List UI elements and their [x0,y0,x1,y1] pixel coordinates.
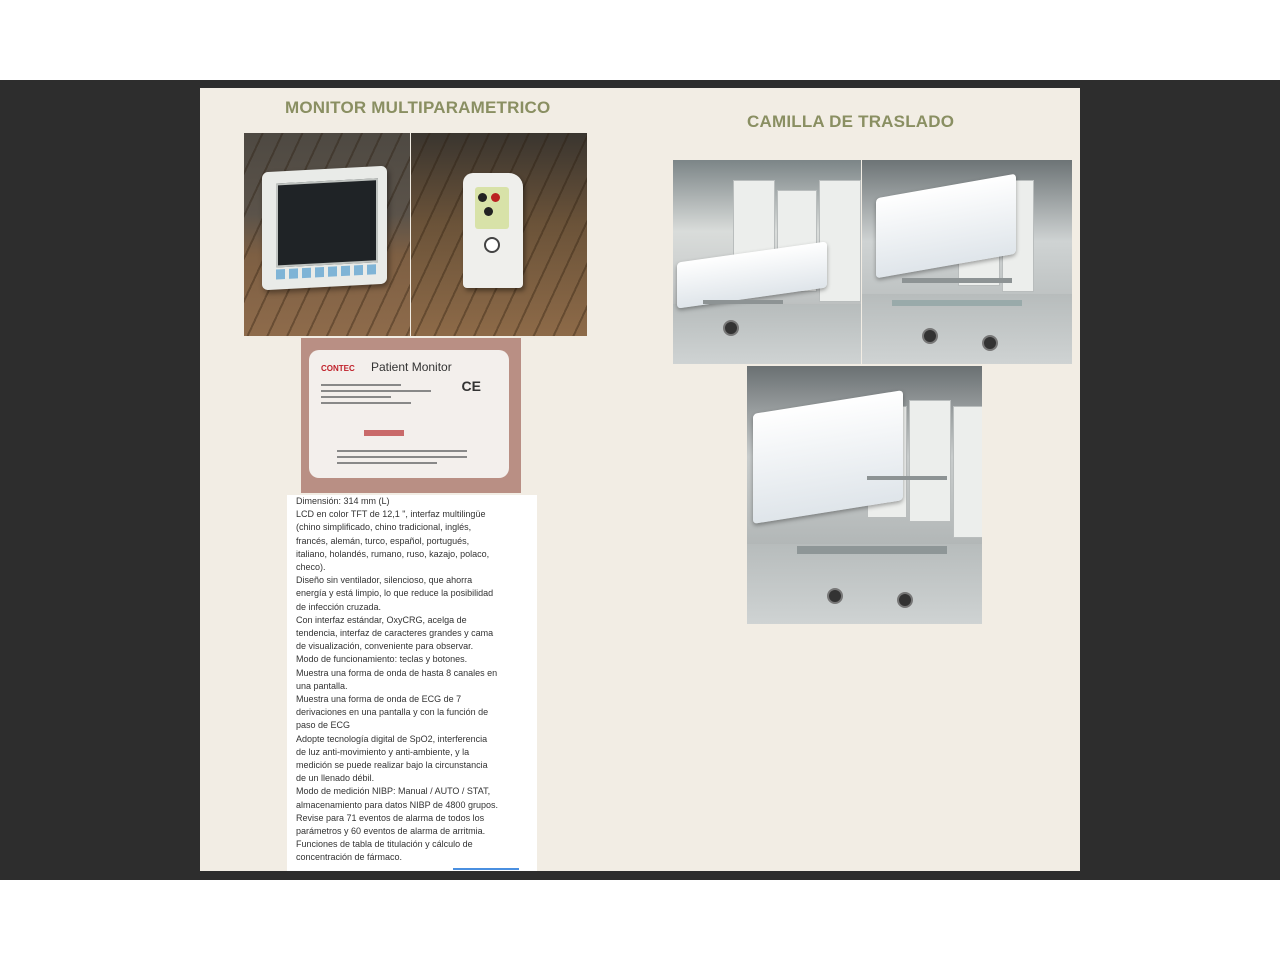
monitor-front-photo [244,133,410,336]
stretcher-photo-3 [747,366,982,624]
description-line: de visualización, conveniente para observar. [296,641,474,652]
stretcher-photo-2 [862,160,1072,364]
description-line: Adopte tecnología digital de SpO2, interferencia [296,733,488,744]
label-title: Patient Monitor [371,360,452,374]
monitor-heading: MONITOR MULTIPARAMETRICO [285,98,551,117]
description-line: almacenamiento para datos NIBP de 4800 grupos. [296,799,498,810]
presentation-slide [200,88,1080,871]
description-line: derivaciones en una pantalla y con la función de [296,707,489,718]
stretcher-heading: CAMILLA DE TRASLADO [747,112,955,131]
description-line: paso de ECG [296,720,351,731]
description-line: francés, alemán, turco, español, portugués, [296,535,470,546]
description-line: energía y está limpio, lo que reduce la posibilidad [296,588,494,599]
description-line: italiano, holandés, rumano, ruso, kazajo, polaco, [296,548,490,559]
description-line: parámetros y 60 eventos de alarma de arritmia. [296,826,486,837]
description-line: de infección cruzada. [296,601,382,612]
description-line: LCD en color TFT de 12,1 ", interfaz multilingüe [296,509,486,520]
monitor-side-photo [411,133,587,336]
description-line: Dimensión: 314 mm (L) [296,496,390,506]
scroll-indicator [453,868,519,870]
document-viewer [0,80,1280,880]
description-line: Muestra una forma de onda de ECG de 7 [296,694,462,705]
description-line: Modo de medición NIBP: Manual / AUTO / STAT, [296,786,491,797]
label-brand: CONTEC [321,364,355,373]
description-line: concentración de fármaco. [296,852,403,863]
monitor-description [287,495,537,871]
description-line: una pantalla. [296,680,348,691]
ce-mark: CE [461,378,481,394]
description-line: Funciones de tabla de titulación y cálculo de [296,839,473,850]
description-line: Revise para 71 eventos de alarma de todos los [296,812,485,823]
monitor-label-photo [301,338,521,493]
description-line: (chino simplificado, chino tradicional, inglés, [296,522,472,533]
description-line: checo). [296,562,326,573]
stretcher-photo-1 [673,160,861,364]
description-line: de un llenado débil. [296,773,375,784]
description-line: Modo de funcionamiento: teclas y botones. [296,654,468,665]
description-line: Diseño sin ventilador, silencioso, que ahorra [296,575,473,586]
description-line: Con interfaz estándar, OxyCRG, acelga de [296,614,467,625]
description-line: de luz anti-movimiento y anti-ambiente, y la [296,746,470,757]
description-line: Muestra una forma de onda de hasta 8 canales en [296,667,498,678]
description-line: tendencia, interfaz de caracteres grandes y cama [296,628,494,639]
description-line: medición se puede realizar bajo la circunstancia [296,760,488,771]
